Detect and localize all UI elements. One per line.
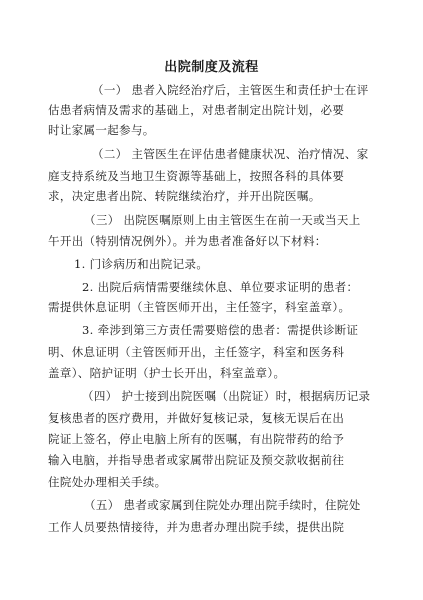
paragraph-3-line-1: （三） 出院医嘱原则上由主管医生在前一天或当天上 (84, 213, 361, 227)
paragraph-4-line-5: 住院处办理相关手续。 (48, 475, 167, 489)
list-item-2-line-2: 需提供休息证明（主管医师开出，主任签字，科室盖章）。 (48, 300, 351, 314)
paragraph-4-line-1: （四） 护士接到出院医嘱（出院证）时，根据病历记录 (82, 389, 371, 403)
paragraph-1-line-3: 时让家属一起参与。 (48, 123, 155, 137)
paragraph-5-line-1: （五） 患者或家属到住院处办理出院手续时，住院处 (84, 498, 361, 512)
document-title: 出院制度及流程 (164, 60, 259, 75)
paragraph-1-line-2: 估患者病情及需求的基础上，对患者制定出院计划，必要 (48, 103, 345, 117)
paragraph-4-line-2: 复核患者的医疗费用，并做好复核记录，复核无误后在出 (48, 411, 345, 425)
paragraph-2-line-1: （二） 主管医生在评估患者健康状况、治疗情况、家 (92, 147, 369, 161)
list-item-2-line-1: 2. 出院后病情需要继续休息、单位要求证明的患者： (82, 280, 359, 294)
paragraph-2-line-3: 求，决定患者出院、转院继续治疗，并开出院医嘱。 (48, 189, 321, 203)
paragraph-1-line-1: （一） 患者入院经治疗后，主管医生和责任护士在评 (92, 83, 369, 97)
paragraph-2-line-2: 庭支持系统及当地卫生资源等基础上，按照各科的具体要 (48, 169, 345, 183)
list-item-1: 1. 门诊病历和出院记录。 (74, 257, 209, 271)
list-item-3-line-3: 盖章）、陪护证明（护士长开出，科室盖章）。 (48, 366, 286, 380)
list-item-3-line-2: 明、休息证明（主管医师开出，主任签字，科室和医务科 (48, 345, 345, 359)
paragraph-4-line-3: 院证上签名，停止电脑上所有的医嘱，有出院带药的给予 (48, 432, 345, 446)
paragraph-3-line-2: 午开出（特别情况例外）。并为患者准备好以下材料： (48, 234, 327, 248)
paragraph-4-line-4: 输入电脑，并指导患者或家属带出院证及预交款收据前往 (48, 453, 345, 467)
list-item-3-line-1: 3. 牵涉到第三方责任需要赔偿的患者：需提供诊断证 (82, 323, 359, 337)
paragraph-5-line-2: 工作人员要热情接待，并为患者办理出院手续，提供出院 (48, 520, 345, 534)
